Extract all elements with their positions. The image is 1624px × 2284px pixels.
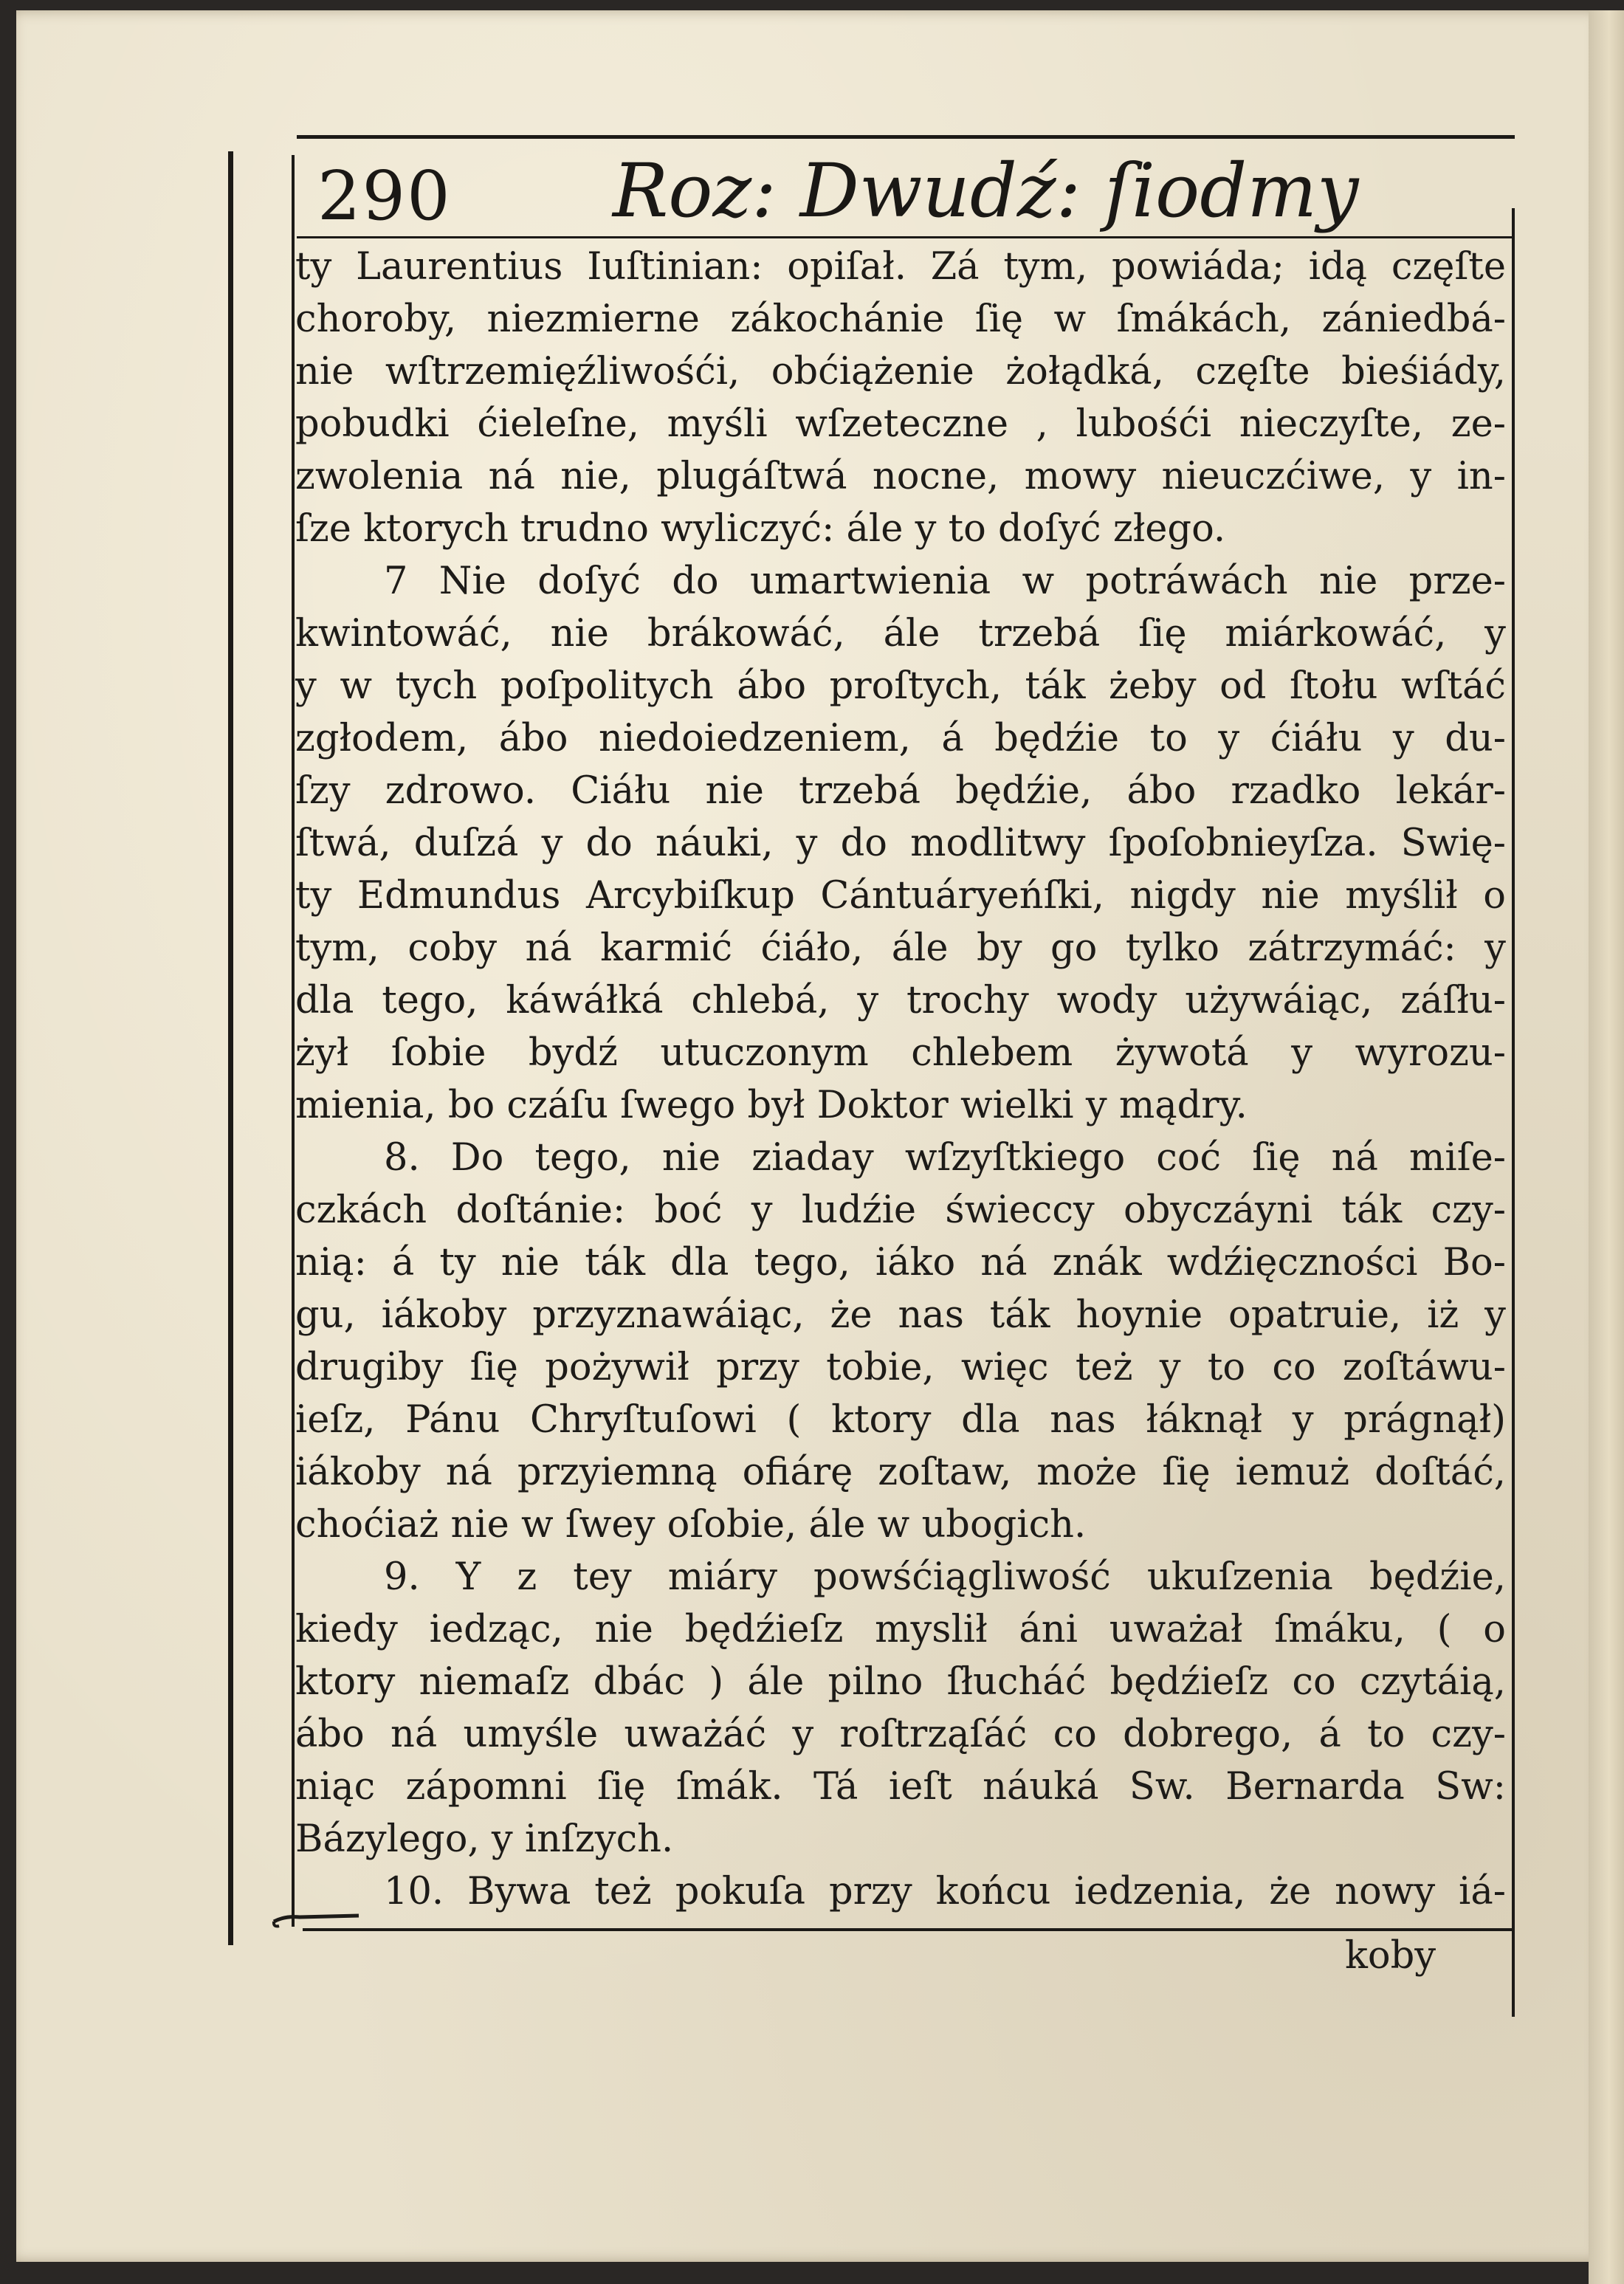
text-line: ábo ná umyśle uważáć y roſtrząſáć co dobrego, á to czy- bbox=[295, 1713, 1506, 1756]
page-edge bbox=[1589, 10, 1624, 2284]
text-line: nią: á ty nie ták dla tego, iáko ná znák wdźięczności Bo- bbox=[295, 1241, 1506, 1284]
text-line: choroby, niezmierne zákochánie ſię w ſmákách, zániedbá- bbox=[295, 297, 1506, 341]
text-line: 10. Bywa też pokuſa przy końcu iedzenia, że nowy iá- bbox=[384, 1870, 1506, 1913]
text-line: zwolenia ná nie, plugáſtwá nocne, mowy nieuczćiwe, y in- bbox=[295, 455, 1506, 498]
text-line: kwintowáć, nie brákowáć, ále trzebá ſię miárkowáć, y bbox=[295, 612, 1506, 656]
text-line: tym, coby ná karmić ćiáło, ále by go tylko zátrzymáć: y bbox=[295, 926, 1506, 970]
text-line: ſzy zdrowo. Ciáłu nie trzebá będźie, ábo rzadko lekár- bbox=[295, 769, 1506, 813]
text-line: żył ſobie bydź utuczonym chlebem żywotá y wyrozu- bbox=[295, 1031, 1506, 1075]
pointing-hand-mark-icon bbox=[270, 1893, 366, 1930]
catchword: koby bbox=[1345, 1934, 1437, 1978]
text-line: drugiby ſię pożywił przy tobie, więc też y to co zoſtáwu- bbox=[295, 1346, 1506, 1389]
text-line: iákoby ná przyiemną ofiárę zoſtaw, może ſię iemuż doſtáć, bbox=[295, 1451, 1506, 1494]
left-margin-rule bbox=[228, 151, 233, 1945]
header-bottom-rule bbox=[297, 236, 1515, 238]
text-line: dla tego, káwáłká chlebá, y trochy wody używáiąc, záſłu- bbox=[295, 979, 1506, 1022]
text-line: ſtwá, duſzá y do náuki, y do modlitwy ſpoſobnieyſza. Swię- bbox=[295, 822, 1506, 865]
text-line: mienia, bo czáſu ſwego był Doktor wielki y mądry. bbox=[295, 1084, 1248, 1127]
running-head: Roz: Dwudź: ſiodmy bbox=[613, 148, 1359, 234]
text-line: ſze ktorych trudno wyliczyć: ále y to doſyć złego. bbox=[295, 507, 1226, 551]
text-line: 7 Nie doſyć do umartwienia w potráwách nie prze- bbox=[384, 560, 1506, 603]
text-line: 9. Y z tey miáry powśćiągliwość ukuſzenia będźie, bbox=[384, 1555, 1506, 1599]
text-line: 8. Do tego, nie ziaday wſzyſtkiego coć ſię ná miſe- bbox=[384, 1136, 1506, 1180]
page-header bbox=[310, 148, 1491, 235]
text-line: ktory niemaſz dbác ) ále pilno ſłucháć będźieſz co czytáią, bbox=[295, 1660, 1506, 1704]
text-frame-right-rule bbox=[1512, 208, 1515, 2017]
text-line: ieſz, Pánu Chryſtuſowi ( ktory dla nas łáknął y prágnął) bbox=[295, 1398, 1506, 1442]
header-top-rule bbox=[297, 135, 1515, 139]
page-number: 290 bbox=[317, 156, 452, 235]
text-line: Bázylego, y inſzych. bbox=[295, 1817, 674, 1861]
text-line: choćiaż nie w ſwey oſobie, ále w ubogich. bbox=[295, 1503, 1087, 1547]
text-line: y w tych poſpolitych ábo proſtych, ták żeby od ſtołu wſtáć bbox=[295, 664, 1506, 708]
text-line: pobudki ćieleſne, myśli wſzeteczne , lubośći nieczyſte, ze- bbox=[295, 402, 1506, 446]
text-line: niąc zápomni ſię ſmák. Tá ieſt náuká Sw. Bernarda Sw: bbox=[295, 1765, 1506, 1809]
text-line: ty Laurentius Iuſtinian: opiſał. Zá tym, powiáda; idą częſte bbox=[295, 245, 1506, 289]
text-frame-left-rule bbox=[292, 155, 295, 1927]
text-line: kiedy iedząc, nie będźieſz myslił áni uważał ſmáku, ( o bbox=[295, 1608, 1506, 1651]
text-line: ty Edmundus Arcybiſkup Cántuáryeńſki, nigdy nie myślił o bbox=[295, 874, 1506, 918]
footer-rule bbox=[303, 1928, 1513, 1931]
text-line: zgłodem, ábo niedoiedzeniem, á będźie to y ćiáłu y du- bbox=[295, 717, 1506, 760]
text-line: gu, iákoby przyznawáiąc, że nas ták hoynie opatruie, iż y bbox=[295, 1293, 1506, 1337]
text-line: czkách doſtánie: boć y ludźie świeccy obyczáyni ták czy- bbox=[295, 1189, 1506, 1232]
text-line: nie wſtrzemięźliwośći, obćiążenie żołądká, częſte bieśiády, bbox=[295, 350, 1506, 393]
body-text bbox=[295, 241, 1506, 1918]
